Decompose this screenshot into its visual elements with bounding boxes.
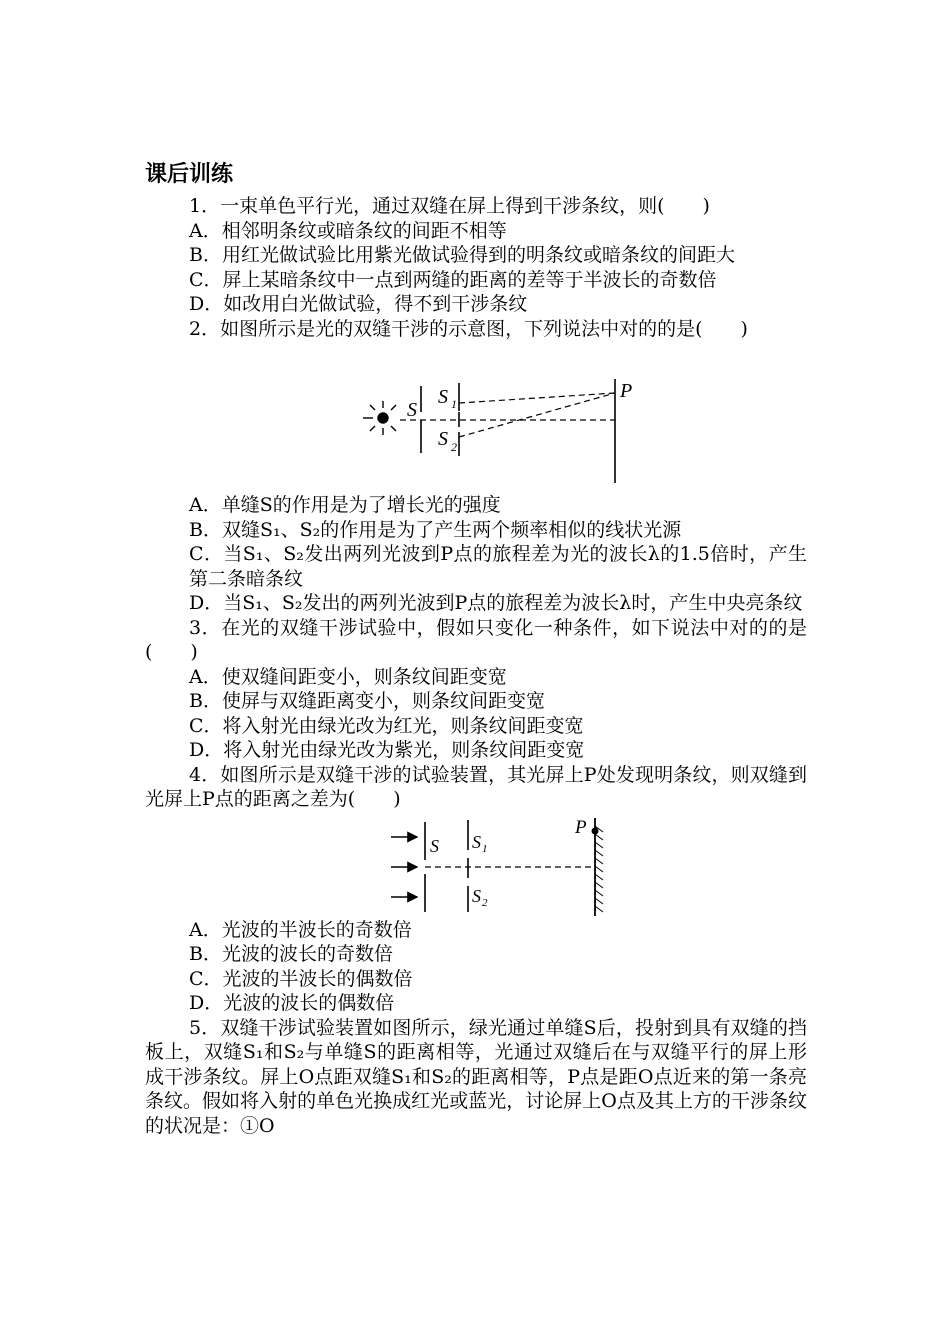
- point-p-dot: [592, 827, 599, 834]
- question-3-stem: 3．在光的双缝干涉试验中，假如只变化一种条件，如下说法中对的的是( ): [145, 616, 807, 663]
- label-s2: S: [438, 428, 448, 450]
- question-4-option-d: D．光波的波长的偶数倍: [189, 992, 395, 1014]
- question-4-stem: 4．如图所示是双缝干涉的试验装置，其光屏上P处发现明条纹，则双缝到光屏上P点的距离之差为( ): [145, 763, 807, 810]
- question-1-option-c: C．屏上某暗条纹中一点到两缝的距离的差等于半波长的奇数倍: [189, 268, 717, 291]
- label-s2-sub: 2: [451, 440, 457, 454]
- label-s1-sub: 1: [482, 842, 488, 855]
- question-2-stem: 2．如图所示是光的双缝干涉的示意图，下列说法中对的的是( ): [189, 317, 748, 340]
- question-3-option-b: B．使屏与双缝距离变小，则条纹间距变宽: [189, 690, 545, 712]
- ray-s2-to-p: [459, 393, 615, 437]
- question-2-option-b: B．双缝S₁、S₂的作用是为了产生两个频率相似的线状光源: [189, 518, 682, 541]
- section-title: 课后训练: [145, 162, 234, 187]
- label-s1: S: [438, 386, 448, 408]
- label-s: S: [407, 399, 417, 421]
- question-3-option-a: A．使双缝间距变小，则条纹间距变宽: [189, 665, 507, 688]
- label-s2-sub: 2: [482, 896, 488, 909]
- question-5-stem: 5．双缝干涉试验装置如图所示，绿光通过单缝S后，投射到具有双缝的挡板上，双缝S₁和S₂与单缝S的距离相等，光通过双缝后在与双缝平行的屏上形成干涉条纹。屏上O点距双缝S₁和S₂的距离相等，P点是距O点近来的第一条亮条纹。假如将入射的单色光换成红光或蓝光，讨论屏上O点及其上方的干涉条纹的状况是：①O: [145, 1016, 807, 1137]
- label-p: P: [620, 380, 633, 402]
- label-s: S: [430, 835, 439, 856]
- ray-s1-to-p: [459, 393, 615, 403]
- question-4-figure: [145, 812, 807, 918]
- question-3-option-c: C．将入射光由绿光改为红光，则条纹间距变宽: [189, 714, 584, 737]
- question-4-option-b: B．光波的波长的奇数倍: [189, 943, 393, 965]
- worksheet: [145, 160, 807, 1138]
- question-2-figure: [145, 341, 807, 493]
- question-2-option-c: C．当S₁、S₂发出两列光波到P点的旅程差为光的波长λ的1.5倍时，产生第二条暗条纹: [189, 543, 807, 590]
- label-s2: S: [472, 885, 481, 906]
- question-3-option-d: D．将入射光由绿光改为紫光，则条纹间距变宽: [189, 739, 585, 761]
- light-source-icon: [363, 401, 396, 435]
- question-1-stem: 1．一束单色平行光，通过双缝在屏上得到干涉条纹，则( ): [189, 195, 710, 217]
- label-p: P: [575, 816, 587, 838]
- question-2-option-d: D．当S₁、S₂发出的两列光波到P点的旅程差为波长λ时，产生中央亮条纹: [189, 592, 803, 614]
- label-s1: S: [472, 831, 481, 852]
- screen-hatching: [595, 826, 603, 912]
- question-1-option-a: A．相邻明条纹或暗条纹的间距不相等: [189, 219, 507, 242]
- question-4-option-c: C．光波的半波长的偶数倍: [189, 967, 413, 990]
- question-4-option-a: A．光波的半波长的奇数倍: [189, 918, 412, 941]
- question-2-option-a: A．单缝S的作用是为了增长光的强度: [189, 494, 501, 516]
- question-1-option-d: D．如改用白光做试验，得不到干涉条纹: [189, 293, 528, 315]
- question-1-option-b: B．用红光做试验比用紫光做试验得到的明条纹或暗条纹的间距大: [189, 244, 735, 266]
- label-s1-sub: 1: [451, 397, 457, 411]
